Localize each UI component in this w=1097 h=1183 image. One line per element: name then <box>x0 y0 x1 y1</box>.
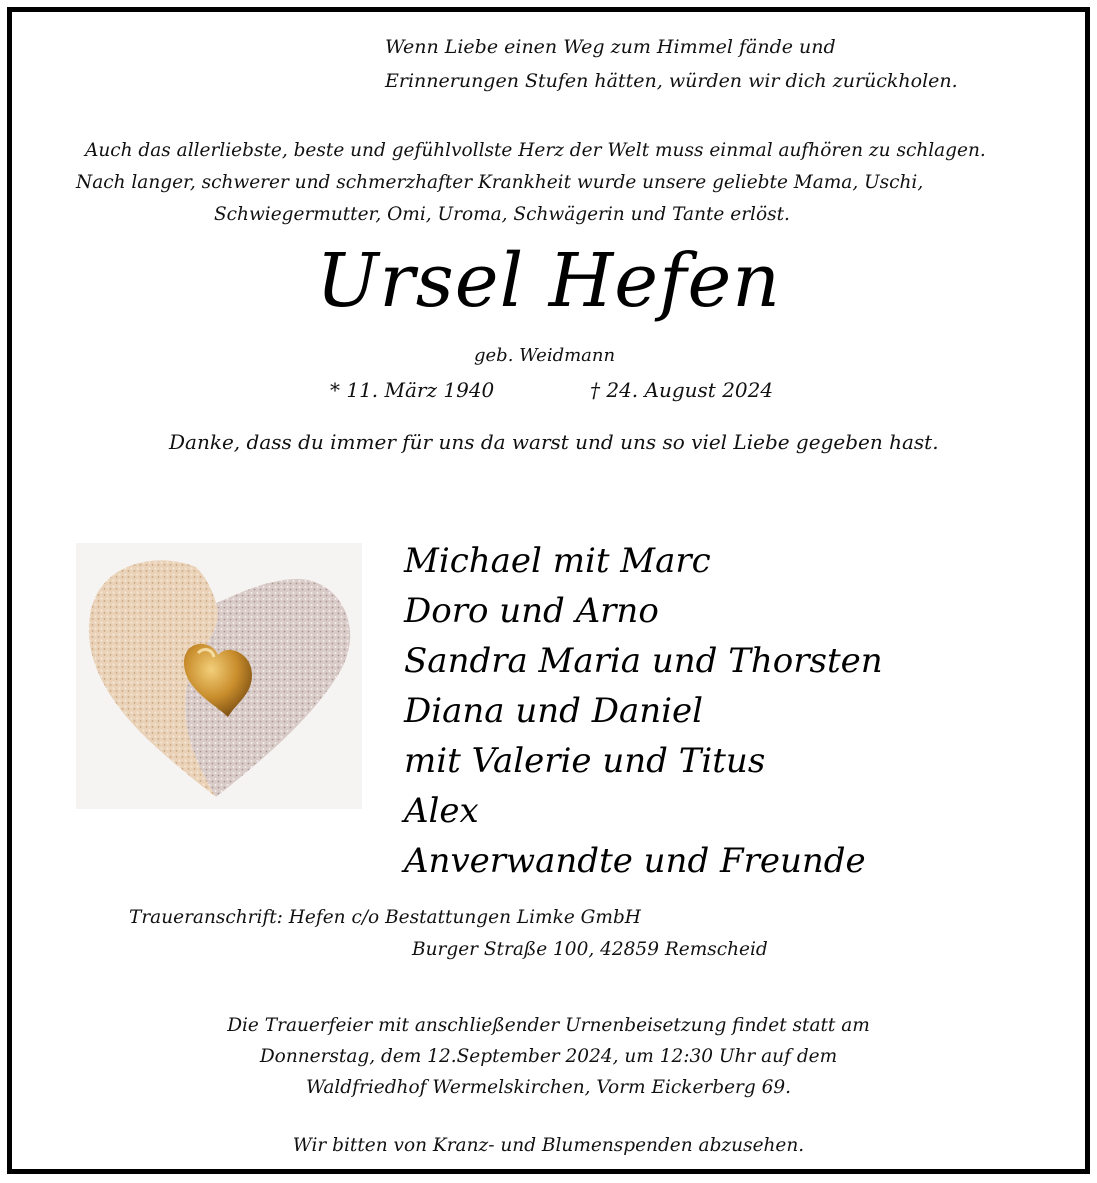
heart-icon <box>76 543 362 809</box>
flower-request: Wir bitten von Kranz- und Blumenspenden abzusehen. <box>292 1134 805 1156</box>
intro-line-1: Auch das allerliebste, beste und gefühlvollste Herz der Welt muss einmal aufhören zu schlagen. <box>85 140 986 161</box>
address-line-2: Burger Straße 100, 42859 Remscheid <box>412 939 768 960</box>
family-member: Anverwandte und Freunde <box>404 841 866 881</box>
obituary-frame <box>7 7 1090 1174</box>
birth-date: * 11. März 1940 <box>330 378 495 402</box>
address-line-1: Traueranschrift: Hefen c/o Bestattungen Limke GmbH <box>129 907 641 928</box>
deceased-name: Ursel Hefen <box>316 238 781 324</box>
ceremony-line-2: Donnerstag, dem 12.September 2024, um 12:30 Uhr auf dem <box>259 1045 838 1067</box>
family-member: Alex <box>404 791 479 831</box>
ceremony-line-1: Die Trauerfeier mit anschließender Urnenbeisetzung findet statt am <box>227 1014 870 1036</box>
birth-name: geb. Weidmann <box>474 345 616 366</box>
verse-line-1: Wenn Liebe einen Weg zum Himmel fände und <box>385 36 836 58</box>
verse-line-2: Erinnerungen Stufen hätten, würden wir dich zurückholen. <box>385 70 958 92</box>
family-member: mit Valerie und Titus <box>404 741 766 781</box>
family-member: Michael mit Marc <box>404 541 711 581</box>
family-list <box>404 536 883 886</box>
family-member: Sandra Maria und Thorsten <box>404 641 883 681</box>
intro-line-3: Schwiegermutter, Omi, Uroma, Schwägerin und Tante erlöst. <box>214 204 790 225</box>
ceremony-line-3: Waldfriedhof Wermelskirchen, Vorm Eickerberg 69. <box>305 1076 792 1098</box>
intro-line-2: Nach langer, schwerer und schmerzhafter Krankheit wurde unsere geliebte Mama, Uschi, <box>76 172 924 193</box>
family-member: Diana und Daniel <box>404 691 704 731</box>
family-member: Doro und Arno <box>404 591 659 631</box>
thanks-line: Danke, dass du immer für uns da warst und uns so viel Liebe gegeben hast. <box>169 430 939 454</box>
heart-image <box>76 543 362 809</box>
death-date: † 24. August 2024 <box>590 378 774 402</box>
